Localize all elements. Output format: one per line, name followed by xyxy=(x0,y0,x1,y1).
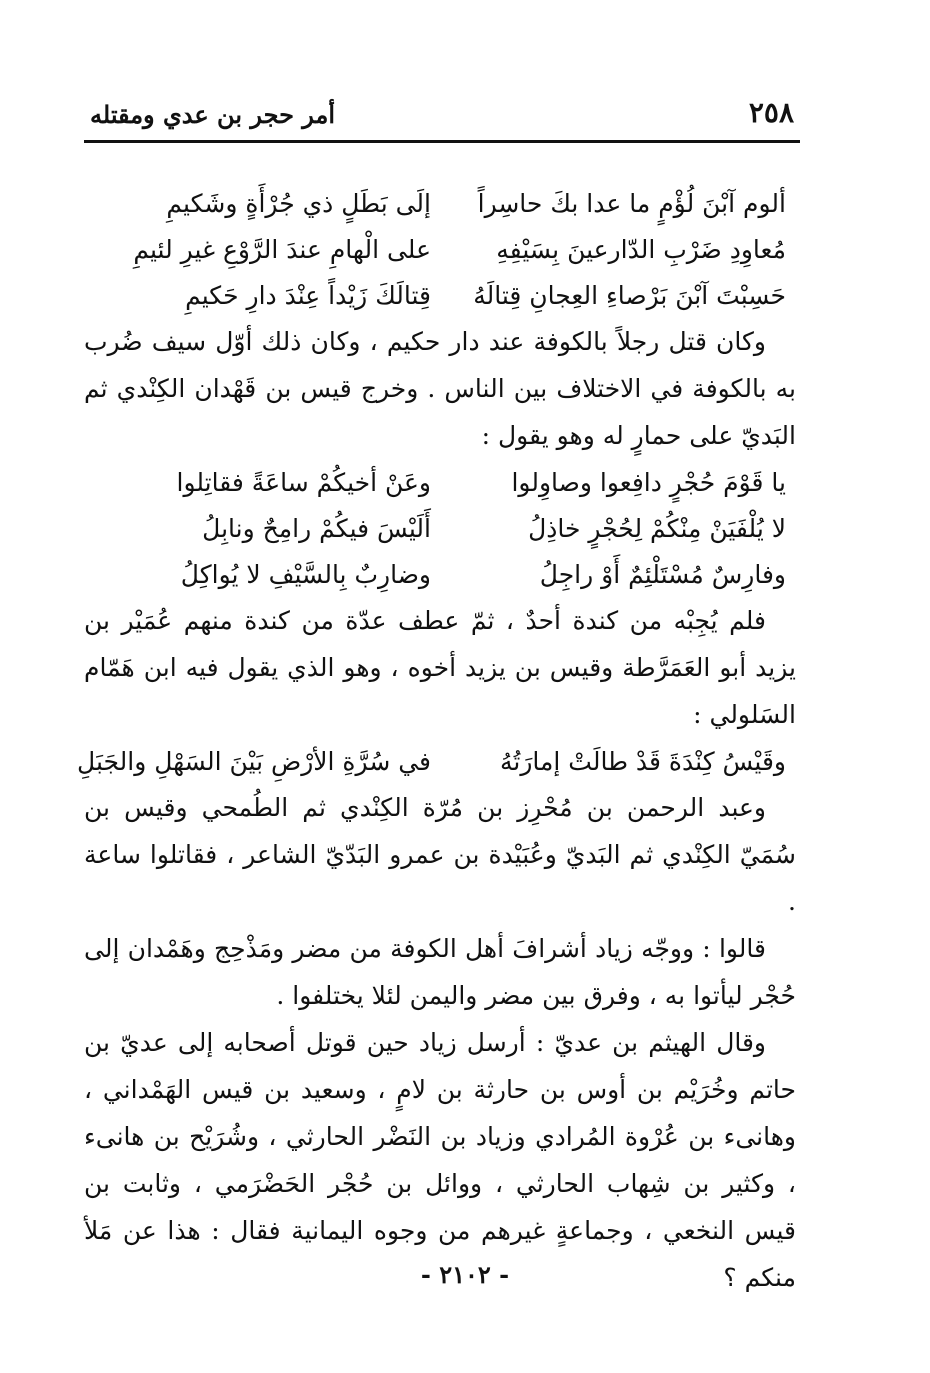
poem-block-1 xyxy=(80,180,800,318)
verse-first-hemistich: لا يُلْفَيَنْ مِنْكُمْ لِحُجْرٍ خاذِلُ xyxy=(528,513,786,543)
verse-first-hemistich: يا قَوْمَ حُجْرٍ دافِعوا وصاوِلوا xyxy=(511,467,786,497)
verse-second-hemistich: على الْهامِ عندَ الرَّوْعِ غيرِ لئيمِ xyxy=(133,234,431,264)
verse-line xyxy=(80,459,800,505)
verse-first-hemistich: وفارِسٌ مُسْتَلْئِمٌ أَوْ راجِلُ xyxy=(539,559,786,589)
verse-first-hemistich: حَسِبْتَ آبْنَ بَرْصاءِ العِجانِ قِتالَهُ xyxy=(473,280,786,310)
paragraph: فلم يُجِبْه من كندة أحدٌ ، ثمّ عطف عدّة من كندة منهم عُمَيْر بن يزيد أبو العَمَرَّطة وقيس بن يزيد أخوه ، وهو الذي يقول فيه ابن هَمّام السَلولي : xyxy=(84,606,796,729)
paragraph: وكان قتل رجلاً بالكوفة عند دار حكيم ، وكان ذلك أوّل سيف ضُرب به بالكوفة في الاختلاف بين الناس . وخرج قيس بن قَهْدان الكِنْدي ثم البَديّ على حمارٍ له وهو يقول : xyxy=(84,327,796,450)
verse-line xyxy=(80,505,800,551)
paragraph: وعبد الرحمن بن مُحْرِز بن مُرّة الكِنْدي ثم الطُمحي وقيس بن سُمَيّ الكِنْدي ثم البَديّ وعُبَيْدة بن عمرو البَدّيّ الشاعر ، فقاتلوا ساعة . xyxy=(84,793,796,916)
verse-second-hemistich: في سُرَّةِ الأرْضِ بَيْنَ السَهْلِ والجَبَلِ xyxy=(77,746,431,776)
page-number: ٢٥٨ xyxy=(748,96,794,129)
verse-second-hemistich: إلَى بَطَلٍ ذي جُرْأَةٍ وشَكيمِ xyxy=(166,188,431,218)
verse-second-hemistich: وضارِبٌ بِالسَّيْفِ لا يُواكِلُ xyxy=(180,559,431,589)
paragraph: قالوا : ووجّه زياد أشرافَ أهل الكوفة من مضر ومَذْحِج وهَمْدان إلى حُجْر ليأتوا به ، وفرق بين مضر واليمن لئلا يختلفوا . xyxy=(84,934,796,1010)
page-body xyxy=(77,180,800,1301)
verse-line xyxy=(80,551,800,597)
verse-second-hemistich: أَلَيْسَ فيكُمْ رامِحٌ ونابِلُ xyxy=(202,513,431,543)
verse-second-hemistich: وعَنْ أخيكُمْ ساعَةً فقاتِلوا xyxy=(176,467,431,497)
verse-line xyxy=(80,226,800,272)
paragraph: وقال الهيثم بن عديّ : أرسل زياد حين قوتل أصحابه إلى عديّ بن حاتم وخُرَيْم بن أوس بن حارثة بن لامٍ ، وسعيد بن قيس الهَمْداني ، وهانىء بن عُرْوة المُرادي وزياد بن النَضْر الحارثي ، وشُرَيْح بن هانىء ، وكثير بن شِهاب الحارثي ، ووائل بن حُجْر الحَضْرَمي ، وثابت بن قيس النخعي ، وجماعةٍ غيرهم من وجوه اليمانية فقال : هذا عن مَلأ منكم ؟ xyxy=(84,1028,797,1292)
verse-second-hemistich: قِتالَكَ زَيْداً عِنْدَ دارِ حَكيمِ xyxy=(185,280,431,310)
page-header xyxy=(84,86,800,143)
verse-line xyxy=(80,180,800,226)
poem-block-3 xyxy=(77,738,800,784)
verse-line xyxy=(77,738,800,784)
page-footer-number: - ٢١٠٢ - xyxy=(420,1260,510,1289)
verse-first-hemistich: ألوم آبْنَ لُؤْمٍ ما عدا بكَ حاسِراً xyxy=(477,188,786,218)
poem-block-2 xyxy=(80,459,800,597)
verse-first-hemistich: مُعاوِدِ ضَرْبِ الدّارعينَ بِسَيْفِهِ xyxy=(496,234,786,264)
running-title: أمر حجر بن عدي ومقتله xyxy=(90,100,336,129)
verse-first-hemistich: وقَيْسُ كِنْدَةَ قَدْ طالَتْ إمارَتُهُ xyxy=(499,746,786,776)
verse-line xyxy=(80,272,800,318)
